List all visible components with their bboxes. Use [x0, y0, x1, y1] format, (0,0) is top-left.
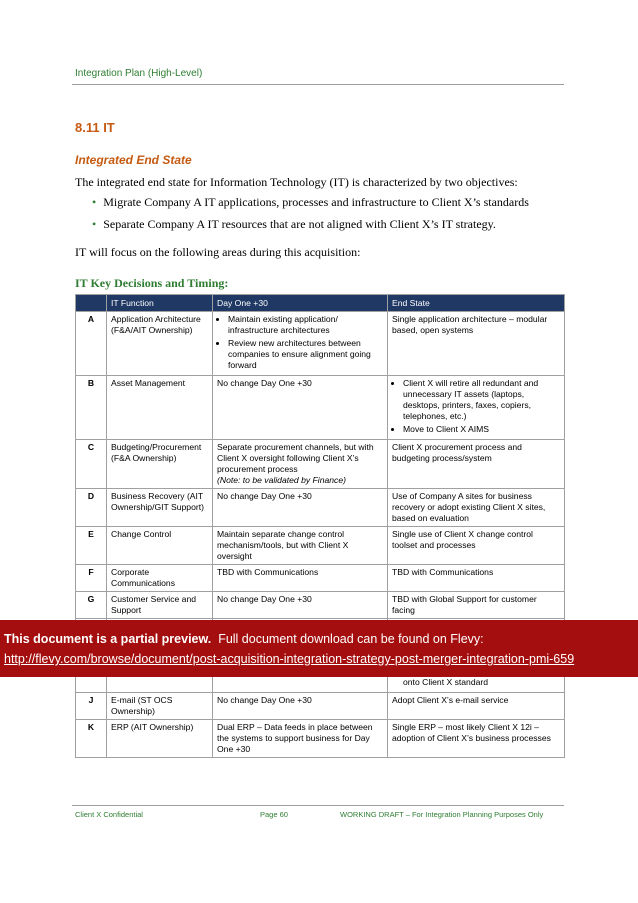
col-header-end-state: End State: [388, 295, 565, 312]
list-item: • Client X will retire all redundant and unnecessary IT assets (laptops, desktops, printers, faxes, copiers, telephones, etc.): [403, 378, 560, 422]
row-letter: C: [76, 440, 107, 489]
footer-draft-notice: WORKING DRAFT – For Integration Planning Purposes Only: [340, 810, 544, 819]
table-row: [76, 592, 565, 619]
row-end-state: TBD with Communications: [388, 565, 565, 592]
row-function: Corporate Communications: [107, 565, 213, 592]
section-title: 8.11 IT: [75, 120, 115, 135]
bullet-icon: •: [92, 217, 97, 231]
bullet-icon: •: [92, 195, 97, 209]
list-item: • Move to Client X AIMS: [403, 424, 560, 435]
row-letter: K: [76, 720, 107, 758]
table-title: IT Key Decisions and Timing:: [75, 276, 229, 290]
row-function: Asset Management: [107, 376, 213, 440]
table-header-row: [76, 295, 565, 312]
table-row: [76, 693, 565, 720]
list-item: • onto Client X standard: [403, 666, 560, 688]
row-day-one: Maintain separate change control mechanism/tools, but with Client X oversight: [213, 527, 388, 565]
row-note: (Note: to be validated by Finance): [217, 475, 346, 485]
row-function: Change Control: [107, 527, 213, 565]
header-divider: [72, 84, 564, 85]
section-subtitle: Integrated End State: [75, 153, 192, 167]
list-item: • Review new architectures between companies to ensure alignment going forward: [228, 338, 383, 371]
row-letter: F: [76, 565, 107, 592]
row-letter: G: [76, 592, 107, 619]
row-letter: D: [76, 489, 107, 527]
table-row: [76, 565, 565, 592]
it-decisions-table: [75, 294, 565, 758]
preview-banner: [0, 620, 638, 677]
col-header-function: IT Function: [107, 295, 213, 312]
row-end-state: Single use of Client X change control toolset and processes: [388, 527, 565, 565]
col-header-day-one: Day One +30: [213, 295, 388, 312]
row-day-one: TBD with Communications: [213, 565, 388, 592]
row-function: ERP (AIT Ownership): [107, 720, 213, 758]
row-day-one: No change Day One +30: [213, 489, 388, 527]
table-row: [76, 720, 565, 758]
row-end-state: [388, 376, 565, 440]
list-item: • Maintain existing application/ infrastructure architectures: [228, 314, 383, 336]
row-function: Application Architecture (F&A/AIT Ownership): [107, 312, 213, 376]
row-letter: A: [76, 312, 107, 376]
objective-list: [92, 195, 529, 239]
row-day-one: [213, 312, 388, 376]
objective-item: • Separate Company A IT resources that are not aligned with Client X’s IT strategy.: [92, 217, 496, 231]
col-header-letter: [76, 295, 107, 312]
table-row: [76, 440, 565, 489]
objective-item: • Migrate Company A IT applications, processes and infrastructure to Client X’s standards: [92, 195, 529, 209]
row-function: Customer Service and Support: [107, 592, 213, 619]
row-end-state: TBD with Global Support for customer facing: [388, 592, 565, 619]
row-function: Budgeting/Procurement (F&A Ownership): [107, 440, 213, 489]
row-end-state: Use of Company A sites for business recovery or adopt existing Client X sites, based on evaluation: [388, 489, 565, 527]
row-function: Business Recovery (AIT Ownership/GIT Support): [107, 489, 213, 527]
row-day-one: No change Day One +30: [213, 376, 388, 440]
row-day-one: Dual ERP – Data feeds in place between the systems to support business for Day One +30: [213, 720, 388, 758]
row-day-one: No change Day One +30: [213, 693, 388, 720]
banner-message: This document is a partial preview. Full document download can be found on Flevy:: [4, 632, 484, 646]
row-letter: J: [76, 693, 107, 720]
table-row: [76, 376, 565, 440]
row-day-one: No change Day One +30: [213, 592, 388, 619]
footer-page-number: Page 60: [260, 810, 288, 819]
row-end-state: Adopt Client X’s e-mail service: [388, 693, 565, 720]
row-function: E-mail (ST OCS Ownership): [107, 693, 213, 720]
row-end-state: Client X procurement process and budgeting process/system: [388, 440, 565, 489]
row-end-state: Single ERP – most likely Client X 12i – adoption of Client X’s business processes: [388, 720, 565, 758]
footer-confidential: Client X Confidential: [75, 810, 143, 819]
focus-paragraph: IT will focus on the following areas during this acquisition:: [75, 245, 361, 259]
row-letter: B: [76, 376, 107, 440]
table-row: [76, 527, 565, 565]
page-header: Integration Plan (High-Level): [75, 68, 203, 79]
row-end-state: Single application architecture – modular based, open systems: [388, 312, 565, 376]
row-letter: E: [76, 527, 107, 565]
footer-divider: [72, 805, 564, 806]
table-row: [76, 312, 565, 376]
row-day-one: Separate procurement channels, but with Client X oversight following Client X’s procurement process (Note: to be validated by Finance): [213, 440, 388, 489]
intro-paragraph: The integrated end state for Information Technology (IT) is characterized by two objectives:: [75, 175, 518, 189]
table-row: [76, 489, 565, 527]
banner-download-link[interactable]: http://flevy.com/browse/document/post-acquisition-integration-strategy-post-merger-integration-pmi-659: [4, 652, 575, 666]
